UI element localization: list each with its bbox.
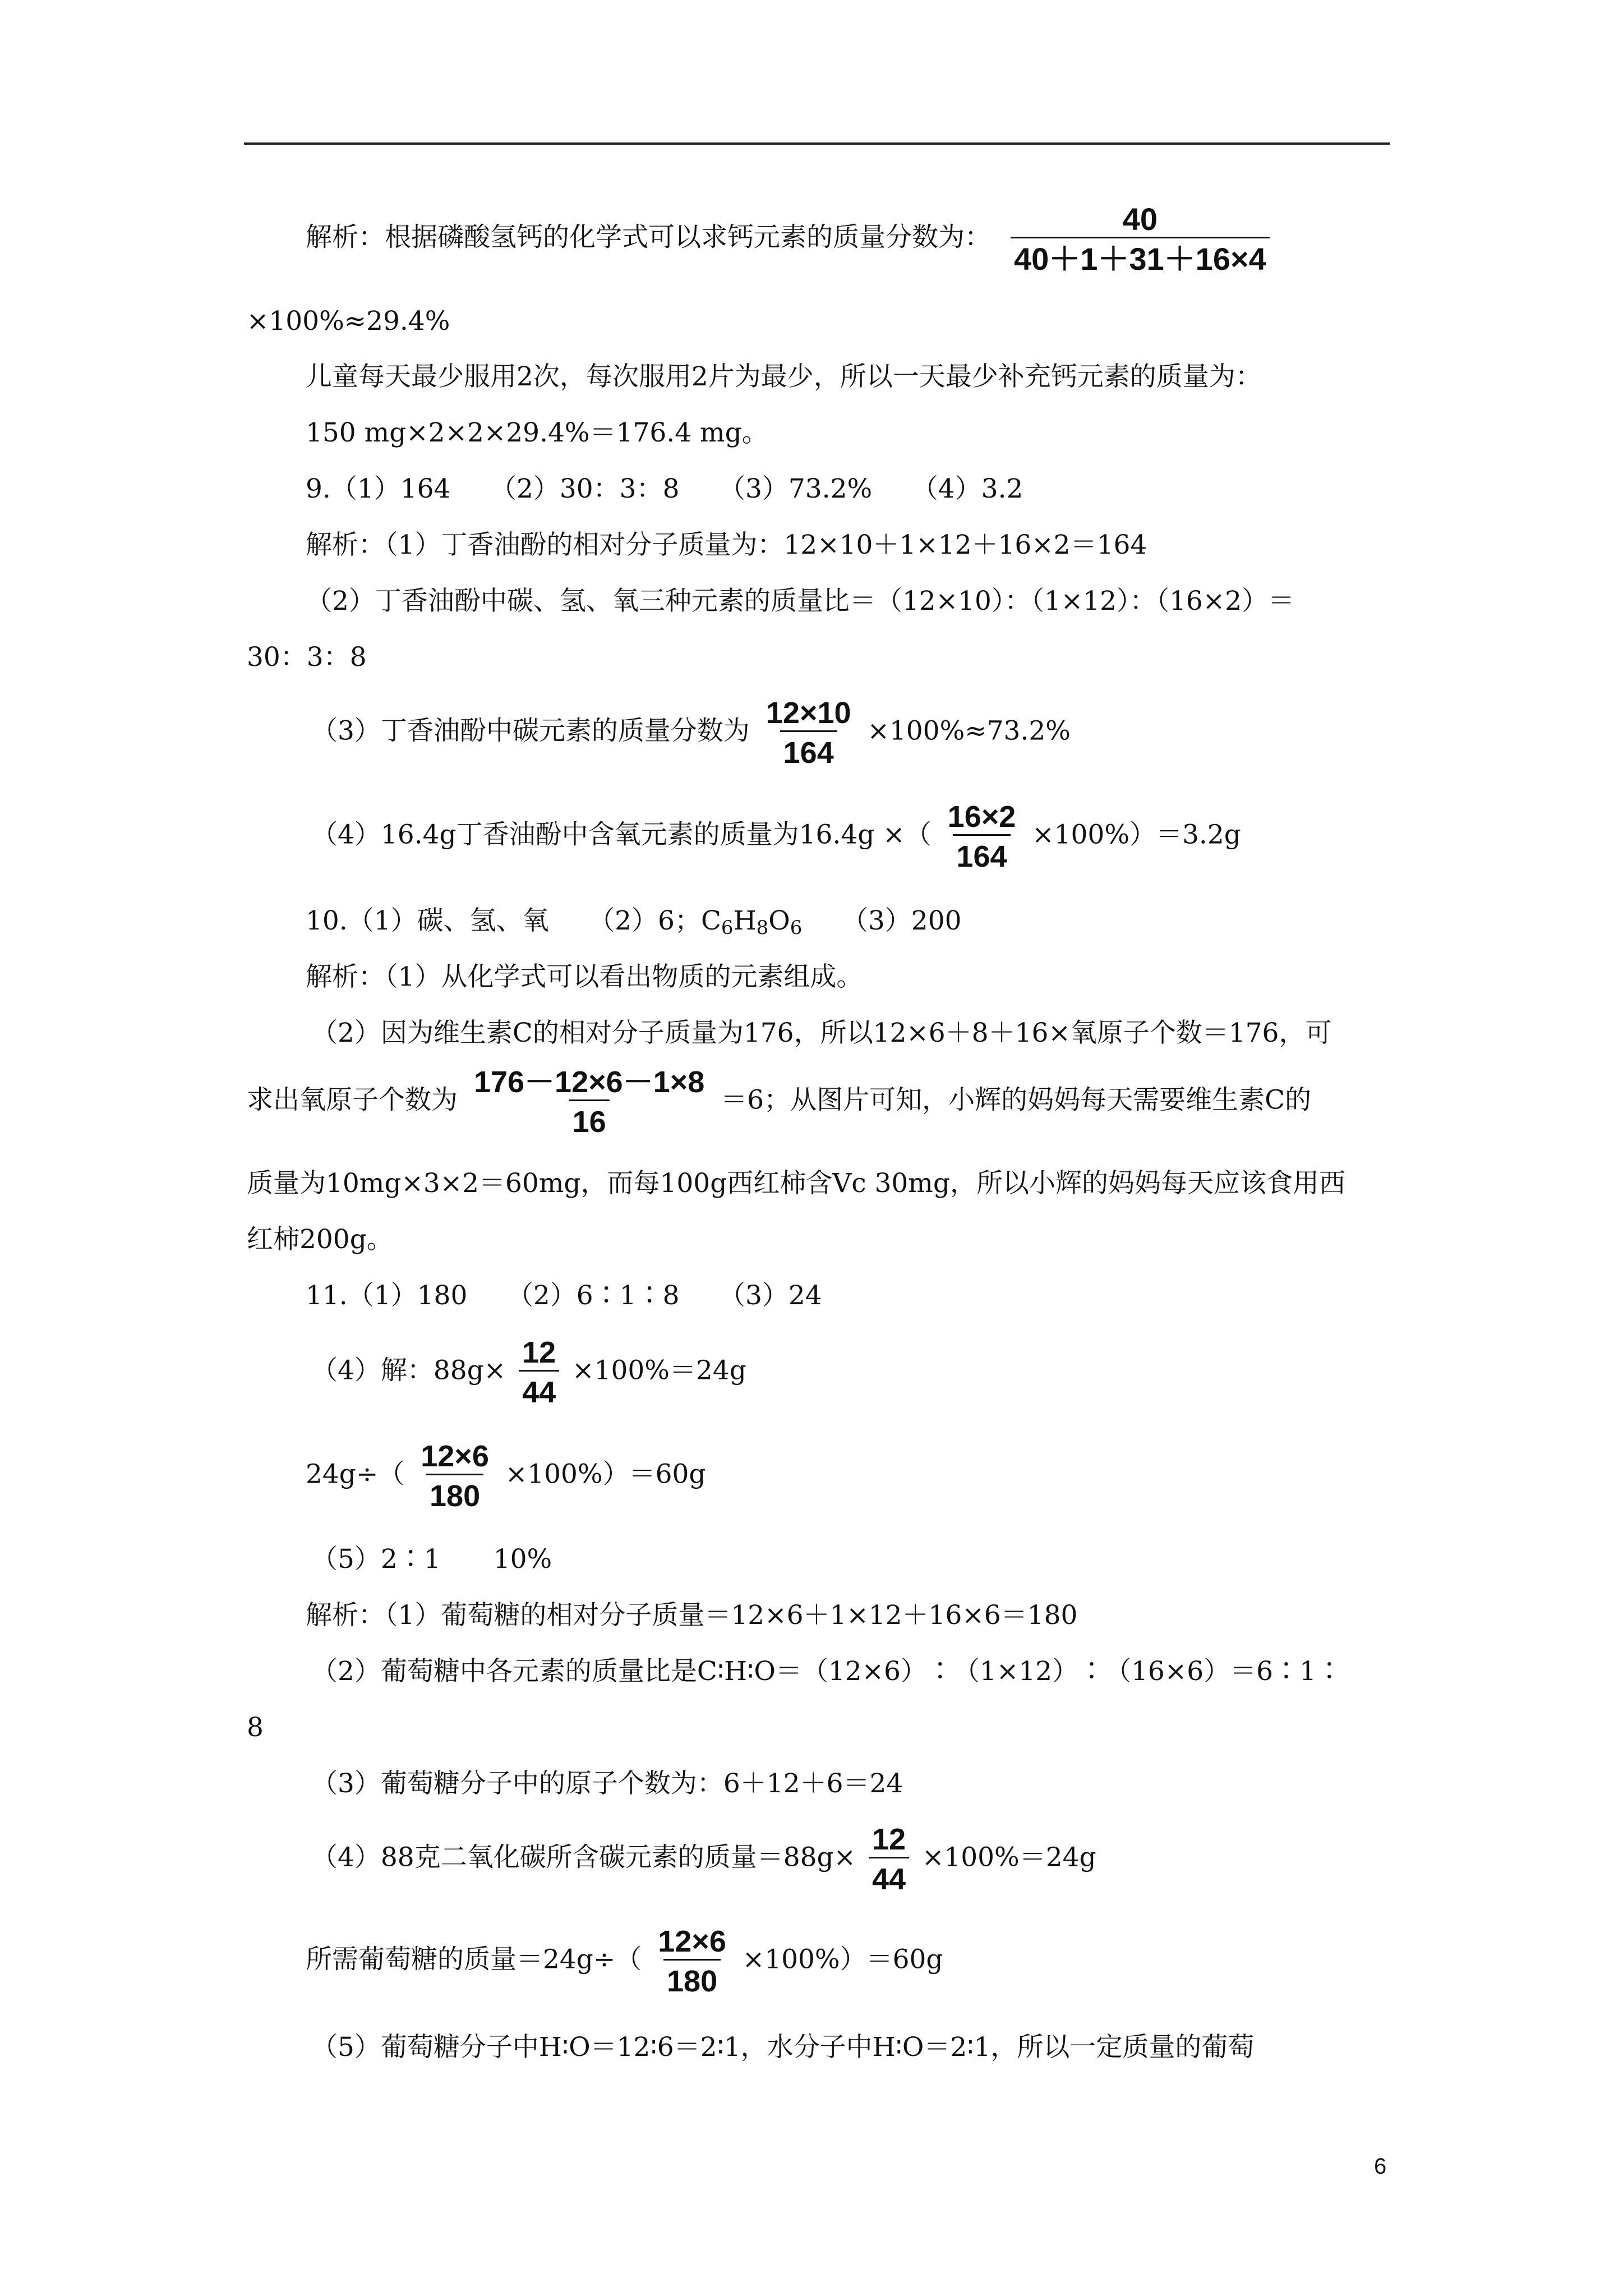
fraction-numerator: 176－12×6－1×8 (473, 1065, 705, 1099)
text-segment: （3）200 (802, 905, 962, 936)
fraction-numerator: 40 (1122, 201, 1158, 237)
analysis-text: 解析：根据磷酸氢钙的化学式可以求钙元素的质量分数为： (306, 222, 991, 253)
calc-line-11-4 (311, 1335, 746, 1410)
text-segment: ×100%）＝60g (742, 1944, 943, 1975)
fraction-numerator: 12 (872, 1823, 906, 1856)
text-line: 解析：（1）葡萄糖的相对分子质量＝12×6＋1×12＋16×6＝180 (306, 1600, 1078, 1631)
header-rule (244, 142, 1390, 145)
fraction-calcium (1011, 202, 1270, 277)
text-segment: （3）丁香油酚中碳元素的质量分数为 (311, 715, 750, 747)
text-segment: ×100%＝24g (572, 1355, 746, 1386)
text-segment: O (768, 905, 790, 936)
fraction-denominator: 180 (663, 1959, 721, 1999)
fraction-denominator: 180 (426, 1474, 483, 1513)
fraction (869, 1822, 909, 1897)
text-segment: 求出氧原子个数为 (247, 1084, 458, 1116)
text-segment: ×100%）＝3.2g (1032, 819, 1241, 850)
text-line: 红柿200g。 (247, 1224, 393, 1255)
fraction-denominator: 164 (780, 730, 837, 770)
text-line: 解析：（1）丁香油酚的相对分子质量为：12×10＋1×12＋16×2＝164 (306, 530, 1147, 560)
fraction-denominator: 44 (519, 1370, 559, 1410)
fraction-denominator: 40＋1＋31＋16×4 (1011, 237, 1270, 277)
text-line: （5）葡萄糖分子中H∶O＝12∶6＝2∶1，水分子中H∶O＝2∶1，所以一定质量的葡萄 (311, 2032, 1255, 2063)
fraction-denominator: 164 (953, 834, 1010, 874)
text-segment: （4）解：88g× (311, 1355, 506, 1386)
calc-line-11-4b (306, 1439, 706, 1513)
text-segment: 24g÷（ (306, 1458, 405, 1490)
text-line: 8 (247, 1712, 264, 1743)
fraction (519, 1335, 559, 1410)
answer-line-11: 11.（1）180 （2）6∶1∶8 （3）24 (306, 1280, 822, 1311)
text-line: 150 mg×2×2×29.4%＝176.4 mg。 (306, 417, 768, 448)
text-segment: ×100%≈73.2% (867, 715, 1071, 747)
subscript: 6 (721, 917, 734, 939)
fraction (471, 1065, 708, 1139)
fraction-denominator: 16 (569, 1099, 610, 1139)
text-line: 30：3：8 (247, 642, 367, 673)
calc-line-1 (306, 202, 1274, 277)
text-segment: H (733, 905, 757, 936)
text-segment: ×100%＝24g (921, 1842, 1096, 1873)
text-segment: （4）88克二氧化碳所含碳元素的质量＝88g× (311, 1842, 856, 1873)
text-line: （2）丁香油酚中碳、氢、氧三种元素的质量比＝（12×10）：（1×12）：（16×2）＝ (306, 586, 1295, 616)
fraction-numerator: 12×6 (421, 1439, 489, 1473)
fraction-numerator: 16×2 (947, 800, 1016, 834)
text-line: 解析：（1）从化学式可以看出物质的元素组成。 (306, 961, 863, 992)
subscript: 6 (790, 917, 803, 939)
calc-line-10-2 (247, 1065, 1311, 1139)
calc-line-11-4d (306, 1924, 943, 1999)
text-segment: ＝6；从图片可知，小辉的妈妈每天需要维生素C的 (721, 1084, 1312, 1116)
fraction (654, 1924, 730, 1999)
page-number: 6 (1374, 2154, 1387, 2179)
text-line: ×100%≈29.4% (247, 306, 450, 337)
calc-line-9-4 (311, 799, 1241, 874)
fraction (763, 696, 855, 770)
text-line: （2）葡萄糖中各元素的质量比是C∶H∶O＝（12×6）∶（1×12）∶（16×6）＝6∶1∶ (311, 1656, 1343, 1687)
text-line: 质量为10mg×3×2＝60mg，而每100g西红柿含Vc 30mg，所以小辉的妈妈每天应该食用西 (247, 1168, 1345, 1199)
text-segment: ×100%）＝60g (505, 1458, 706, 1490)
text-segment: 10.（1）碳、氢、氧 （2）6；C (306, 905, 721, 936)
text-segment: 所需葡萄糖的质量＝24g÷（ (306, 1944, 642, 1975)
answer-line-10 (306, 904, 962, 938)
text-line: 儿童每天最少服用2次，每次服用2片为最少，所以一天最少补充钙元素的质量为： (306, 361, 1262, 392)
text-segment: （4）16.4g丁香油酚中含氧元素的质量为16.4g ×（ (311, 819, 932, 850)
fraction-numerator: 12×10 (766, 696, 851, 730)
text-line: （5）2∶1 10% (311, 1544, 552, 1575)
fraction (417, 1439, 492, 1513)
fraction (944, 799, 1020, 874)
fraction-numerator: 12×6 (658, 1925, 726, 1958)
text-line: （2）因为维生素C的相对分子质量为176，所以12×6＋8＋16×氧原子个数＝176，可 (311, 1018, 1332, 1048)
subscript: 8 (756, 917, 769, 939)
calc-line-9-3 (311, 696, 1071, 770)
fraction-denominator: 44 (869, 1857, 909, 1897)
answer-line-9: 9.（1）164 （2）30：3：8 （3）73.2% （4）3.2 (306, 473, 1023, 504)
calc-line-11-4c (311, 1822, 1096, 1897)
text-line: （3）葡萄糖分子中的原子个数为：6＋12＋6＝24 (311, 1768, 903, 1799)
fraction-numerator: 12 (522, 1336, 556, 1369)
